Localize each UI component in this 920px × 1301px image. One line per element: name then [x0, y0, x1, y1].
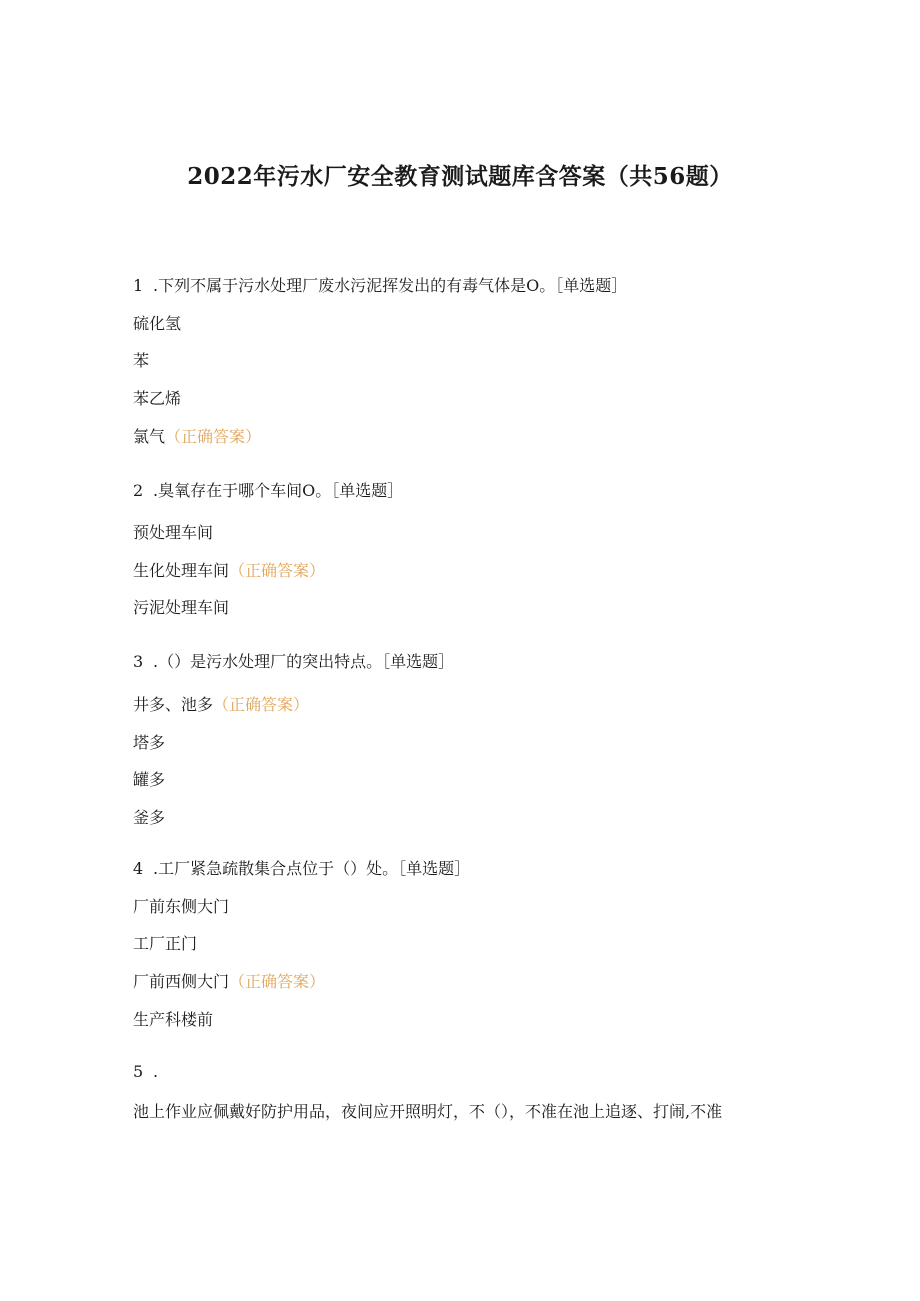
- question-2: [133, 480, 403, 502]
- question-text: .（）是污水处理厂的突出特点。［单选题］: [153, 652, 455, 671]
- option-1-b: [133, 350, 149, 372]
- option-4-b: [133, 933, 197, 955]
- option-1-a: [133, 313, 181, 335]
- question-4: [133, 858, 470, 880]
- option-1-c: [133, 388, 181, 410]
- correct-answer-mark: （正确答案）: [165, 427, 262, 446]
- option-4-d: [133, 1009, 213, 1031]
- question-text: .工厂紧急疏散集合点位于（）处。［单选题］: [153, 859, 471, 878]
- question-3: [133, 651, 454, 673]
- option-text: 工厂正门: [133, 934, 198, 953]
- option-3-a: [133, 694, 309, 716]
- option-text: 厂前西侧大门: [133, 972, 230, 991]
- option-3-b: [133, 732, 165, 754]
- option-4-c: [133, 971, 325, 993]
- option-text: 硫化氢: [133, 314, 182, 333]
- correct-answer-mark: （正确答案）: [229, 561, 326, 580]
- option-text: 生化处理车间: [133, 561, 230, 580]
- option-4-a: [133, 896, 229, 918]
- question-5-body: 池上作业应佩戴好防护用品，夜间应开照明灯，不（），不准在池上追逐、打闹,不准: [133, 1102, 723, 1121]
- option-2-b: [133, 560, 325, 582]
- option-text: 罐多: [133, 770, 166, 789]
- option-text: 釜多: [133, 808, 166, 827]
- option-text: 井多、池多: [133, 695, 214, 714]
- option-text: 预处理车间: [133, 523, 214, 542]
- question-number: 4: [133, 859, 144, 878]
- question-text: .: [153, 1062, 159, 1081]
- question-number: 5: [133, 1062, 144, 1081]
- question-number: 1: [133, 276, 144, 295]
- option-text: 生产科楼前: [133, 1010, 214, 1029]
- option-3-d: [133, 807, 165, 829]
- correct-answer-mark: （正确答案）: [213, 695, 310, 714]
- question-5: [133, 1061, 158, 1083]
- option-text: 污泥处理车间: [133, 598, 230, 617]
- document-title: 2022年污水厂安全教育测试题库含答案（共56题）: [187, 163, 733, 190]
- question-number: 2: [133, 481, 144, 500]
- option-2-a: [133, 522, 213, 544]
- option-3-c: [133, 769, 165, 791]
- question-text: .臭氧存在于哪个车间O。［单选题］: [153, 481, 404, 500]
- question-text: .下列不属于污水处理厂废水污泥挥发出的有毒气体是O。［单选题］: [153, 276, 628, 295]
- option-text: 苯: [133, 351, 150, 370]
- question-1: [133, 275, 627, 297]
- option-text: 氯气: [133, 427, 166, 446]
- option-text: 塔多: [133, 733, 166, 752]
- option-2-c: [133, 597, 229, 619]
- correct-answer-mark: （正确答案）: [229, 972, 326, 991]
- question-number: 3: [133, 652, 144, 671]
- option-1-d: [133, 426, 261, 448]
- option-text: 厂前东侧大门: [133, 897, 230, 916]
- option-text: 苯乙烯: [133, 389, 182, 408]
